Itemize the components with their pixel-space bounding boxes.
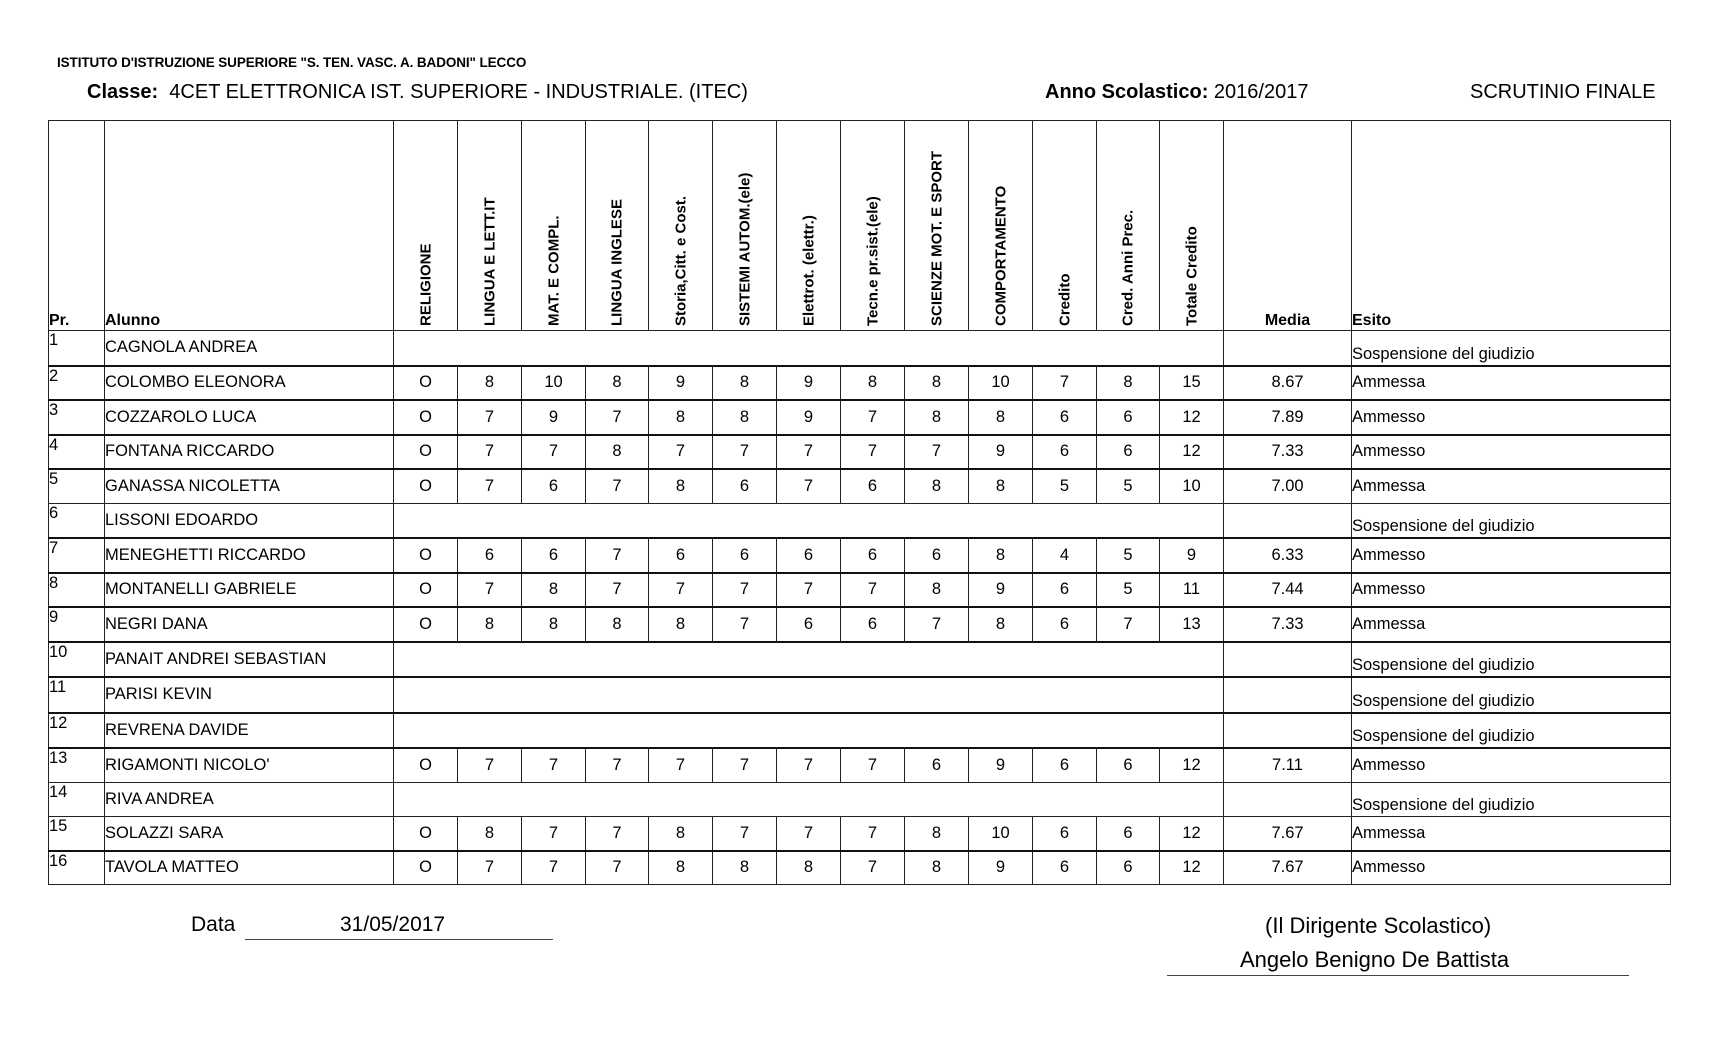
grade-cell: 7: [522, 435, 586, 470]
grade-cell: 8: [586, 607, 649, 642]
grade-cell: 7: [905, 607, 969, 642]
table-row: [49, 573, 1671, 608]
media-cell: 7.89: [1224, 400, 1352, 435]
grade-cell: 6: [1033, 435, 1097, 470]
table-row: [49, 538, 1671, 573]
grade-cell: 7: [649, 435, 713, 470]
grade-cell: 9: [969, 748, 1033, 782]
grade-cell: 8: [905, 851, 969, 885]
grade-cell: 12: [1160, 435, 1224, 470]
column-header-subject: [841, 121, 905, 331]
grade-cell: 8: [905, 469, 969, 503]
grade-cell: O: [394, 607, 458, 642]
grade-cell: 9: [1160, 538, 1224, 573]
esito-cell: Ammesso: [1352, 435, 1671, 470]
class-value: 4CET ELETTRONICA IST. SUPERIORE - INDUSTRIALE. (ITEC): [169, 81, 748, 103]
column-header-label: Cred. Anni Prec.: [1119, 209, 1137, 326]
grade-cell: 7: [713, 817, 777, 851]
column-header-subject: [1097, 121, 1160, 331]
grade-cell: O: [394, 538, 458, 573]
empty-grades-cell: [394, 713, 1224, 749]
grade-cell: 8: [649, 400, 713, 435]
document-type: SCRUTINIO FINALE: [1470, 81, 1656, 103]
grade-cell: 8: [649, 817, 713, 851]
media-cell: [1224, 677, 1352, 713]
grade-cell: 7: [841, 851, 905, 885]
column-header-label: SCIENZE MOT. E SPORT: [928, 150, 945, 326]
row-number: 6: [49, 503, 105, 538]
grade-cell: 8: [969, 607, 1033, 642]
student-name: PARISI KEVIN: [105, 677, 394, 713]
grade-cell: 10: [522, 366, 586, 401]
class-info: [87, 81, 748, 104]
grade-cell: 7: [586, 817, 649, 851]
media-cell: [1224, 331, 1352, 366]
grade-cell: 7: [586, 573, 649, 608]
grade-cell: O: [394, 435, 458, 470]
student-name: LISSONI EDOARDO: [105, 503, 394, 538]
media-cell: 7.00: [1224, 469, 1352, 503]
grade-cell: 8: [905, 366, 969, 401]
grade-cell: 8: [905, 573, 969, 608]
table-row: [49, 642, 1671, 678]
media-cell: [1224, 782, 1352, 817]
principal-title: (Il Dirigente Scolastico): [1265, 913, 1492, 938]
empty-grades-cell: [394, 782, 1224, 817]
column-header-subject: [649, 121, 713, 331]
column-header-alunno: Alunno: [105, 121, 394, 331]
grade-cell: 8: [458, 366, 522, 401]
grade-cell: 7: [458, 851, 522, 885]
grade-cell: 5: [1033, 469, 1097, 503]
column-header-pr: Pr.: [49, 121, 105, 331]
grade-cell: 8: [458, 817, 522, 851]
grade-cell: 8: [522, 573, 586, 608]
row-number: 14: [49, 782, 105, 817]
grade-cell: 5: [1097, 538, 1160, 573]
row-number: 2: [49, 366, 105, 401]
grades-table: [48, 120, 1671, 885]
grade-cell: 7: [458, 400, 522, 435]
student-name: SOLAZZI SARA: [105, 817, 394, 851]
media-cell: [1224, 503, 1352, 538]
column-header-subject: [1160, 121, 1224, 331]
grade-cell: 6: [841, 538, 905, 573]
student-name: MONTANELLI GABRIELE: [105, 573, 394, 608]
grade-cell: 7: [841, 400, 905, 435]
grade-cell: 7: [586, 748, 649, 782]
grade-cell: 7: [458, 748, 522, 782]
table-row: [49, 677, 1671, 713]
grade-cell: 9: [969, 851, 1033, 885]
esito-cell: Ammessa: [1352, 469, 1671, 503]
grade-cell: 8: [905, 817, 969, 851]
esito-cell: Ammessa: [1352, 366, 1671, 401]
grade-cell: 6: [1033, 400, 1097, 435]
student-name: MENEGHETTI RICCARDO: [105, 538, 394, 573]
esito-cell: Ammessa: [1352, 817, 1671, 851]
grade-cell: 9: [777, 400, 841, 435]
student-name: FONTANA RICCARDO: [105, 435, 394, 470]
grade-cell: 15: [1160, 366, 1224, 401]
column-header-label: LINGUA E LETT.IT: [481, 197, 498, 326]
school-year-value: 2016/2017: [1213, 81, 1309, 103]
grade-cell: 8: [522, 607, 586, 642]
grade-cell: 6: [1097, 400, 1160, 435]
table-row: [49, 469, 1671, 503]
column-header-subject: [1033, 121, 1097, 331]
grade-cell: 7: [713, 573, 777, 608]
column-header-label: LINGUA INGLESE: [608, 199, 626, 326]
table-row: [49, 366, 1671, 401]
student-name: REVRENA DAVIDE: [105, 713, 394, 749]
grade-cell: 7: [522, 851, 586, 885]
student-name: PANAIT ANDREI SEBASTIAN: [105, 642, 394, 678]
student-name: GANASSA NICOLETTA: [105, 469, 394, 503]
grade-cell: 8: [586, 435, 649, 470]
grade-cell: 6: [649, 538, 713, 573]
student-name: RIVA ANDREA: [105, 782, 394, 817]
column-header-subject: [586, 121, 649, 331]
grade-cell: 7: [586, 851, 649, 885]
column-header-subject: [458, 121, 522, 331]
student-name: COLOMBO ELEONORA: [105, 366, 394, 401]
grade-cell: 8: [969, 538, 1033, 573]
grade-cell: 6: [458, 538, 522, 573]
column-header-label: Tecn.e pr.sist.(ele): [864, 196, 881, 326]
row-number: 8: [49, 573, 105, 608]
row-number: 16: [49, 851, 105, 885]
principal-name: Angelo Benigno De Battista: [1240, 947, 1510, 972]
empty-grades-cell: [394, 503, 1224, 538]
grade-cell: 7: [777, 748, 841, 782]
grade-cell: 7: [458, 435, 522, 470]
student-name: NEGRI DANA: [105, 607, 394, 642]
media-cell: 7.44: [1224, 573, 1352, 608]
table-row: [49, 851, 1671, 885]
grade-cell: 7: [905, 435, 969, 470]
row-number: 1: [49, 331, 105, 366]
grade-cell: 6: [777, 538, 841, 573]
grade-cell: 12: [1160, 748, 1224, 782]
column-header-media: Media: [1224, 121, 1352, 331]
grade-cell: 7: [841, 817, 905, 851]
column-header-subject: [522, 121, 586, 331]
grade-cell: 9: [969, 573, 1033, 608]
grade-cell: 7: [777, 435, 841, 470]
grade-cell: 7: [586, 469, 649, 503]
media-cell: 7.67: [1224, 851, 1352, 885]
grade-cell: 7: [777, 817, 841, 851]
grade-cell: 7: [522, 817, 586, 851]
column-header-label: Credito: [1056, 273, 1073, 326]
school-year: [1045, 81, 1308, 104]
grade-cell: 6: [1033, 851, 1097, 885]
grade-cell: 6: [841, 469, 905, 503]
media-cell: 6.33: [1224, 538, 1352, 573]
grade-cell: 10: [969, 366, 1033, 401]
media-cell: [1224, 713, 1352, 749]
column-header-label: COMPORTAMENTO: [992, 185, 1009, 326]
grade-cell: 5: [1097, 469, 1160, 503]
grade-cell: 8: [905, 400, 969, 435]
signature-line: [1167, 975, 1629, 976]
grade-cell: O: [394, 748, 458, 782]
row-number: 3: [49, 400, 105, 435]
grade-cell: 6: [522, 469, 586, 503]
grade-cell: 6: [905, 538, 969, 573]
grade-cell: 7: [649, 573, 713, 608]
grade-cell: 7: [586, 538, 649, 573]
grade-cell: 6: [1097, 851, 1160, 885]
grade-cell: 12: [1160, 400, 1224, 435]
grade-cell: 5: [1097, 573, 1160, 608]
grade-cell: 8: [713, 366, 777, 401]
grade-cell: O: [394, 817, 458, 851]
class-label: Classe:: [87, 81, 159, 103]
esito-cell: Ammesso: [1352, 851, 1671, 885]
grade-cell: O: [394, 469, 458, 503]
esito-cell: Sospensione del giudizio: [1352, 677, 1671, 713]
grade-cell: 9: [969, 435, 1033, 470]
esito-cell: Ammessa: [1352, 607, 1671, 642]
media-cell: 7.67: [1224, 817, 1352, 851]
esito-cell: Ammesso: [1352, 573, 1671, 608]
row-number: 5: [49, 469, 105, 503]
grade-cell: 6: [1033, 748, 1097, 782]
column-header-label: RELIGIONE: [417, 243, 434, 326]
row-number: 12: [49, 713, 105, 749]
grade-cell: 9: [649, 366, 713, 401]
table-row: [49, 748, 1671, 782]
row-number: 10: [49, 642, 105, 678]
grade-cell: 7: [522, 748, 586, 782]
grade-cell: 6: [713, 469, 777, 503]
row-number: 9: [49, 607, 105, 642]
media-cell: [1224, 642, 1352, 678]
grade-cell: O: [394, 851, 458, 885]
row-number: 11: [49, 677, 105, 713]
student-name: RIGAMONTI NICOLO': [105, 748, 394, 782]
row-number: 13: [49, 748, 105, 782]
table-row: [49, 713, 1671, 749]
header-row: [49, 121, 1671, 331]
table-row: [49, 817, 1671, 851]
table-row: [49, 503, 1671, 538]
grade-cell: 6: [905, 748, 969, 782]
grade-cell: 9: [522, 400, 586, 435]
esito-cell: Ammesso: [1352, 538, 1671, 573]
column-header-label: Elettrot. (elettr.): [800, 215, 817, 326]
grade-cell: 7: [1033, 366, 1097, 401]
school-year-label: Anno Scolastico:: [1045, 81, 1209, 103]
grade-cell: 7: [777, 573, 841, 608]
grade-cell: 8: [969, 469, 1033, 503]
student-name: CAGNOLA ANDREA: [105, 331, 394, 366]
column-header-label: Storia,Citt. e Cost.: [672, 195, 689, 326]
media-cell: 7.33: [1224, 435, 1352, 470]
grade-cell: 7: [586, 400, 649, 435]
media-cell: 7.11: [1224, 748, 1352, 782]
table-row: [49, 331, 1671, 366]
esito-cell: Sospensione del giudizio: [1352, 331, 1671, 366]
grade-cell: 8: [777, 851, 841, 885]
esito-cell: Ammesso: [1352, 748, 1671, 782]
date-value: 31/05/2017: [340, 913, 446, 936]
school-name: ISTITUTO D'ISTRUZIONE SUPERIORE "S. TEN. VASC. A. BADONI" LECCO: [57, 55, 527, 70]
grade-cell: 10: [969, 817, 1033, 851]
grade-cell: 8: [458, 607, 522, 642]
table-row: [49, 607, 1671, 642]
grade-cell: 7: [713, 435, 777, 470]
column-header-label: SISTEMI AUTOM.(ele): [736, 172, 753, 326]
grade-cell: 6: [1033, 817, 1097, 851]
date-label: Data: [191, 913, 236, 936]
grade-cell: 12: [1160, 851, 1224, 885]
grade-cell: 6: [1097, 817, 1160, 851]
student-name: COZZAROLO LUCA: [105, 400, 394, 435]
grade-cell: O: [394, 366, 458, 401]
column-header-esito: Esito: [1352, 121, 1671, 331]
table-row: [49, 400, 1671, 435]
grade-cell: 8: [1097, 366, 1160, 401]
student-name: TAVOLA MATTEO: [105, 851, 394, 885]
esito-cell: Sospensione del giudizio: [1352, 642, 1671, 678]
grade-cell: 7: [841, 748, 905, 782]
grade-cell: 7: [649, 748, 713, 782]
grade-cell: 6: [777, 607, 841, 642]
grade-cell: 8: [649, 469, 713, 503]
grade-cell: 8: [841, 366, 905, 401]
esito-cell: Sospensione del giudizio: [1352, 782, 1671, 817]
grade-cell: 7: [841, 435, 905, 470]
media-cell: 7.33: [1224, 607, 1352, 642]
empty-grades-cell: [394, 642, 1224, 678]
grade-cell: 6: [1033, 573, 1097, 608]
empty-grades-cell: [394, 331, 1224, 366]
grade-cell: 8: [586, 366, 649, 401]
grade-cell: 8: [969, 400, 1033, 435]
column-header-subject: [394, 121, 458, 331]
esito-cell: Sospensione del giudizio: [1352, 713, 1671, 749]
date-underline: [245, 939, 553, 940]
grade-cell: 8: [713, 400, 777, 435]
column-header-subject: [777, 121, 841, 331]
grade-cell: 7: [777, 469, 841, 503]
grade-cell: 13: [1160, 607, 1224, 642]
grade-cell: 4: [1033, 538, 1097, 573]
row-number: 4: [49, 435, 105, 470]
grade-cell: 7: [713, 607, 777, 642]
esito-cell: Sospensione del giudizio: [1352, 503, 1671, 538]
grade-cell: 6: [1097, 748, 1160, 782]
grade-cell: 6: [1097, 435, 1160, 470]
media-cell: 8.67: [1224, 366, 1352, 401]
grade-cell: O: [394, 400, 458, 435]
grade-cell: 7: [841, 573, 905, 608]
grade-cell: 12: [1160, 817, 1224, 851]
grade-cell: 6: [841, 607, 905, 642]
grade-cell: 6: [522, 538, 586, 573]
grade-cell: 8: [649, 851, 713, 885]
column-header-subject: [713, 121, 777, 331]
row-number: 15: [49, 817, 105, 851]
table-body: [49, 331, 1671, 885]
column-header-subject: [905, 121, 969, 331]
grade-cell: 7: [458, 469, 522, 503]
esito-cell: Ammesso: [1352, 400, 1671, 435]
grade-cell: 9: [777, 366, 841, 401]
grade-cell: 7: [458, 573, 522, 608]
grade-cell: 8: [649, 607, 713, 642]
grade-cell: 7: [713, 748, 777, 782]
grade-cell: 10: [1160, 469, 1224, 503]
empty-grades-cell: [394, 677, 1224, 713]
table-row: [49, 435, 1671, 470]
grade-cell: O: [394, 573, 458, 608]
grade-cell: 11: [1160, 573, 1224, 608]
grade-cell: 7: [1097, 607, 1160, 642]
grade-cell: 8: [713, 851, 777, 885]
table-row: [49, 782, 1671, 817]
grade-cell: 6: [1033, 607, 1097, 642]
row-number: 7: [49, 538, 105, 573]
grade-cell: 6: [713, 538, 777, 573]
column-header-subject: [969, 121, 1033, 331]
column-header-label: Totale Credito: [1183, 226, 1200, 326]
column-header-label: MAT. E COMPL.: [545, 215, 562, 326]
